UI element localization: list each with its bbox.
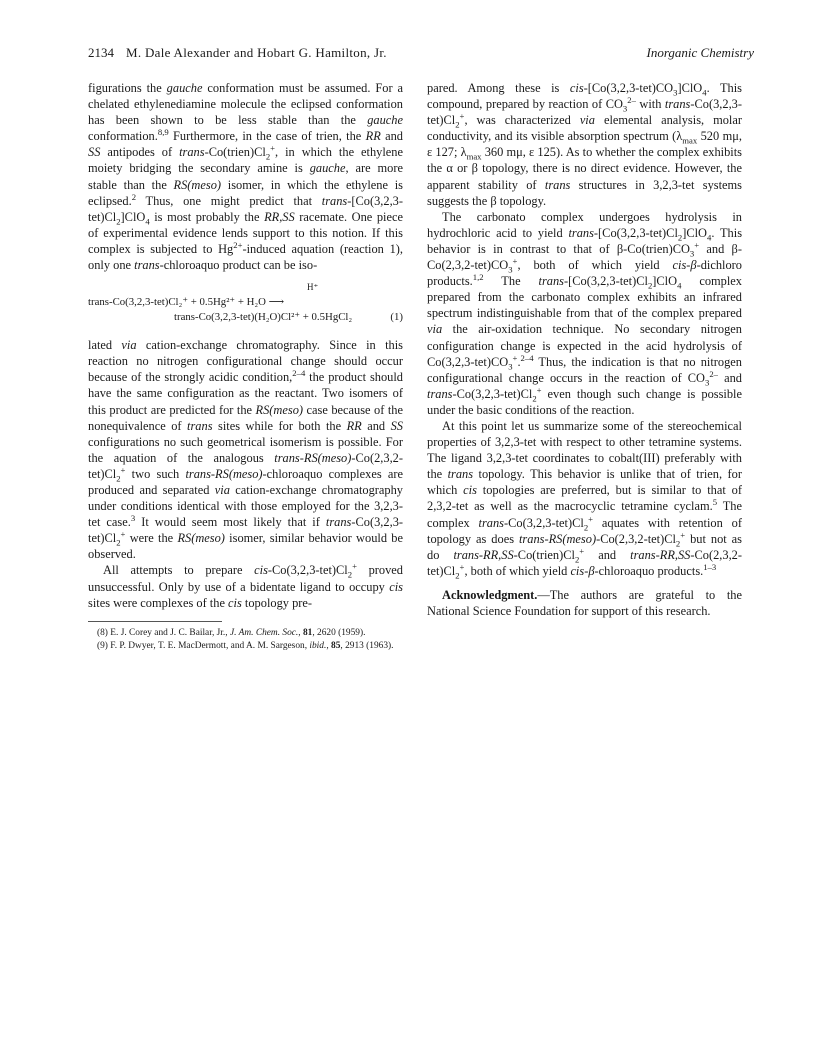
text-run: RS(meso) (255, 402, 304, 417)
text-run: trans-RS(meso) (185, 466, 263, 481)
text-run: 2 (116, 473, 121, 484)
text-run: figurations the (88, 81, 167, 95)
text-run: ]ClO (682, 225, 708, 240)
text-run: , are more stable than the (88, 161, 403, 192)
text-run: ]ClO (120, 209, 146, 224)
text-run: + (459, 561, 465, 572)
text-run: cis (463, 483, 477, 498)
text-run: cis-β (672, 258, 697, 273)
text-run: 4 (677, 280, 682, 291)
text-run: and (380, 129, 403, 144)
text-run: even though such change is possible under the basic conditions of the reaction. (427, 386, 742, 417)
text-run: 3 (673, 87, 678, 98)
text-run: and (718, 370, 742, 385)
text-run: RR (365, 129, 381, 144)
text-run: 3 (705, 377, 710, 388)
text-run: + (120, 464, 126, 475)
text-run: -dichloro products. (427, 258, 742, 289)
text-run: . This compound, prepared by reaction of CO (427, 81, 743, 112)
text-run: ]ClO (652, 274, 678, 289)
text-run: conformation must be assumed. For a chelated ethylenediamine molecule the eclipsed conformation has been shown to be less stable than the (88, 81, 403, 128)
text-run: topology. This behavior is unlike that of trien, for which (427, 467, 742, 498)
text-run: -[Co(3,2,3-tet)Cl (563, 274, 648, 289)
text-run: trans (187, 418, 213, 433)
text-run: gauche (367, 113, 403, 128)
text-run: isomer, similar behavior would be observed. (88, 531, 403, 562)
text-run: . This behavior is in contrast to that of β-Co(trien)CO (427, 225, 743, 256)
text-run: —The authors are grateful to the National Science Foundation for support of this research. (427, 587, 742, 618)
text-run: J. Am. Chem. Soc. (229, 627, 299, 638)
text-run: and (361, 418, 391, 433)
text-run: pared. Among these is (427, 81, 570, 95)
text-run: + (459, 111, 465, 122)
text-run: , both of which yield (464, 563, 571, 578)
text-run: topologies are preferred, but is similar to that of 2,3,2-tet as well as the macrocyclic tetramine cyclam. (427, 483, 742, 514)
text-run: -[Co(3,2,3-tet)Cl (593, 225, 678, 240)
paragraph (427, 80, 742, 209)
text-run: 2– (709, 368, 718, 379)
equation-number: (1) (390, 311, 403, 324)
text-run: -Co(3,2,3-tet)Cl (452, 386, 533, 401)
text-run: 2–4 (520, 352, 534, 363)
text-run: The (483, 274, 539, 289)
text-run: 2 (455, 119, 460, 130)
acknowledgment (427, 587, 742, 619)
text-run: but not as do (427, 531, 743, 562)
text-run: sites were complexes of the (88, 595, 229, 610)
text-run: -chloroaquo complexes are produced and separated (88, 466, 403, 497)
equation-catalyst: H⁺ (307, 282, 319, 293)
text-run: SS (88, 145, 101, 160)
text-run: -chloroaquo product can be iso- (159, 258, 318, 273)
equation-1 (88, 277, 403, 327)
text-run: the product should have the same configuration as the reactant. Two isomers of this product are predicted for the (88, 370, 403, 417)
text-run: 2 (116, 537, 121, 548)
text-run: 2 (677, 232, 683, 243)
text-run: trans (568, 225, 594, 240)
text-run: 2– (627, 94, 636, 105)
text-run: trans (427, 386, 453, 401)
page-number: 2134 (88, 45, 114, 60)
text-run: proved unsuccessful. Only by use of a bidentate ligand to occupy (88, 563, 403, 594)
text-run: Furthermore, in the case of trien, the (168, 129, 366, 144)
text-run: , 2620 (1959). (312, 627, 366, 638)
text-run: sites while for both the (212, 418, 347, 433)
text-run: structures in 3,2,3-tet systems suggests the β topology. (427, 177, 742, 208)
text-run: via (427, 322, 443, 337)
text-run: 85 (331, 641, 341, 652)
text-run: max (466, 151, 482, 162)
text-run: case because of the nonequivalence of (88, 402, 403, 433)
text-run: two such (125, 466, 186, 481)
text-run: is most probably the (149, 209, 265, 224)
footnote-8 (88, 628, 403, 640)
text-run: ibid. (309, 641, 327, 652)
text-run: cation-exchange chromatography under conditions identical with those employed for the 3,2,3-tet case. (88, 482, 403, 530)
text-run: (8) E. J. Corey and J. C. Bailar, Jr., (97, 627, 230, 638)
page-header (88, 45, 754, 63)
text-run: 4 (145, 216, 150, 227)
text-run: trans-RS(meso) (518, 531, 597, 546)
text-run: cis (228, 595, 242, 610)
text-run: isomer, in which the ethylene is eclipsed. (88, 177, 403, 208)
text-run: -chloroaquo products. (594, 563, 704, 578)
text-run: 2 (574, 554, 580, 565)
text-run: -[Co(3,2,3-tet)Cl (88, 193, 403, 224)
text-run: + (588, 513, 594, 524)
text-run: conformation. (88, 129, 158, 144)
text-run: + (270, 143, 276, 154)
text-run: 2 (347, 569, 353, 580)
footnote-divider (88, 621, 222, 622)
text-run: At this point let us summarize some of the stereochemical properties of 3,2,3-tet with respect to other tetramine systems. The ligand 3,2,3-tet coordinates to cobalt(III) preferably with the (427, 418, 742, 482)
text-run: and β-Co(2,3,2-tet)CO (427, 241, 742, 273)
text-run: trans (321, 193, 348, 208)
text-run: max (682, 135, 698, 146)
text-run: 3 (508, 361, 513, 372)
text-run: 5 (712, 497, 718, 508)
text-run: trans (544, 177, 571, 192)
text-run: the air-oxidation technique. No secondary nitrogen configuration change is expected in the acid hydrolysis of Co(3,2,3-tet)CO (427, 322, 742, 369)
text-run: 1,2 (472, 272, 484, 282)
text-run: topology pre- (241, 595, 313, 610)
text-run: 2 (455, 570, 460, 581)
text-run: cis (569, 81, 584, 95)
text-run: 2–4 (292, 368, 306, 379)
text-run: RS(meso) (177, 531, 225, 546)
text-run: trans (478, 515, 504, 530)
equation-products: trans-Co(3,2,3-tet)(H₂O)Cl²⁺ + 0.5HgCl₂ (174, 311, 353, 324)
text-run: cis (389, 579, 403, 594)
text-run: -Co(3,2,3-tet)Cl (504, 515, 584, 530)
footnote-9 (88, 641, 403, 653)
text-run: + (120, 529, 126, 540)
paragraph (427, 418, 742, 579)
text-run: 2 (675, 538, 681, 549)
paragraph (427, 209, 742, 418)
text-run: -Co(trien)Cl (204, 145, 266, 160)
text-run: trans (538, 274, 564, 289)
text-run: 2+ (233, 239, 243, 250)
text-run: , 2913 (1963). (340, 641, 394, 652)
text-run: elemental analysis, molar conductivity, and its visible absorption spectrum (λ (427, 113, 743, 144)
text-run: racemate. One piece of experimental evidence lends support to this notion. If this complex is subjected to Hg (88, 209, 403, 256)
text-run: -Co(3,2,3-tet)Cl (267, 563, 348, 578)
text-run: 4 (707, 232, 712, 243)
text-run: 3 (130, 513, 136, 524)
text-run: -Co(3,2,3-tet)Cl (427, 97, 742, 128)
text-run: and (584, 547, 631, 562)
text-run: complex prepared from the carbonato complex exhibits an infrared spectrum indistinguishable from that of the complex prepared (427, 274, 742, 321)
text-run: Thus, one might predict that (136, 193, 322, 208)
text-run: All attempts to prepare (103, 563, 255, 578)
text-run: 2 (131, 191, 137, 202)
text-run: trans (447, 467, 474, 482)
text-run: ]ClO (677, 81, 703, 95)
text-run: RR,SS (264, 209, 295, 224)
text-run: The complex (427, 499, 742, 530)
text-run: via (121, 338, 137, 353)
text-run: RS(meso) (173, 177, 222, 192)
text-run: 1–3 (703, 561, 717, 572)
text-run: -Co(2,3,2-tet)Cl (88, 450, 403, 481)
text-run: trans (664, 97, 691, 112)
text-run: via (214, 482, 230, 497)
text-run: + (352, 561, 357, 572)
text-run: -induced aquation (reaction 1), only one (88, 241, 403, 273)
text-run: -Co(2,3,2-tet)Cl (427, 547, 742, 578)
journal-name: Inorganic Chemistry (646, 45, 754, 60)
right-column (427, 80, 742, 619)
text-run: + (694, 239, 700, 250)
text-run: Acknowledgment. (442, 587, 538, 602)
text-run: cation-exchange chromatography. Since in this reaction no nitrogen configurational change should occur because of the strongly acidic condition, (88, 338, 403, 385)
text-run: 2 (583, 522, 589, 532)
text-run: 4 (702, 87, 707, 98)
text-run: antipodes of (100, 145, 180, 160)
text-run: , (326, 641, 332, 652)
text-run: 2 (265, 151, 271, 162)
paragraph (88, 80, 403, 273)
text-run: 3 (508, 264, 513, 275)
text-run: 360 mμ, ε 125). As to whether the complex exhibits the α or β topology, there is no direct evidence. However, the apparent stability of (427, 145, 742, 192)
text-run: trans-RR,SS (630, 547, 691, 562)
text-run: gauche (309, 161, 346, 176)
text-run: 2 (532, 393, 537, 404)
text-run: aquates with retention of topology as does (427, 515, 742, 546)
text-run: , in which the ethylene moiety bridging the secondary amine is (88, 145, 403, 176)
text-run: It would seem most likely that if (135, 515, 326, 530)
text-run: 520 mμ, ε 127; λ (427, 129, 742, 160)
text-run: 8,9 (157, 127, 169, 138)
running-authors: M. Dale Alexander and Hobart G. Hamilton, Jr. (126, 45, 387, 60)
text-run: + (512, 352, 518, 363)
text-run: 3 (689, 248, 695, 259)
text-run: SS (390, 418, 403, 433)
paragraph (88, 337, 403, 562)
text-run: RR (346, 418, 362, 433)
text-run: Thus, the indication is that no nitrogen configurational change occurs in the reaction of CO (427, 354, 742, 385)
paragraph (88, 562, 403, 610)
text-run: 2 (647, 280, 653, 291)
text-run: lated (88, 338, 122, 353)
text-run: were the (125, 531, 178, 546)
text-run: + (512, 255, 518, 266)
text-run: + (680, 529, 686, 540)
text-run: trans (325, 515, 352, 530)
text-run: + (536, 384, 542, 395)
text-run: -[Co(3,2,3-tet)CO (583, 81, 674, 95)
text-run: gauche (166, 81, 203, 95)
text-run: trans (134, 258, 160, 273)
left-column (88, 80, 403, 655)
text-run: cis-β (570, 563, 595, 578)
text-run: with (635, 97, 665, 112)
text-run: cis (254, 563, 268, 578)
text-run: . (517, 354, 521, 369)
text-run: (9) F. P. Dwyer, T. E. MacDermott, and A. M. Sargeson, (97, 641, 310, 652)
text-run: -Co(2,3,2-tet)Cl (596, 531, 676, 546)
text-run: , was characterized (464, 113, 580, 128)
text-run: -Co(trien)Cl (513, 547, 575, 562)
text-run: -Co(3,2,3-tet)Cl (88, 515, 404, 546)
text-run: trans-RS(meso) (274, 450, 352, 465)
text-run: trans-RR,SS (453, 547, 514, 562)
text-run: , (298, 627, 303, 638)
text-run: 81 (302, 627, 313, 638)
text-run: , both of which yield (517, 258, 673, 273)
text-run: via (579, 113, 595, 128)
text-run: + (579, 545, 585, 556)
text-run: 2 (116, 216, 121, 227)
text-run: trans (179, 145, 205, 160)
equation-reactants: trans-Co(3,2,3-tet)Cl₂⁺ + 0.5Hg²⁺ + H₂O ⟶ (88, 296, 285, 309)
text-run: The carbonato complex undergoes hydrolysis in hydrochloric acid to yield (427, 209, 742, 240)
text-run: 3 (622, 103, 628, 114)
text-run: configurations no such geometrical isomerism is possible. For the aquation of the analogous (88, 434, 403, 465)
